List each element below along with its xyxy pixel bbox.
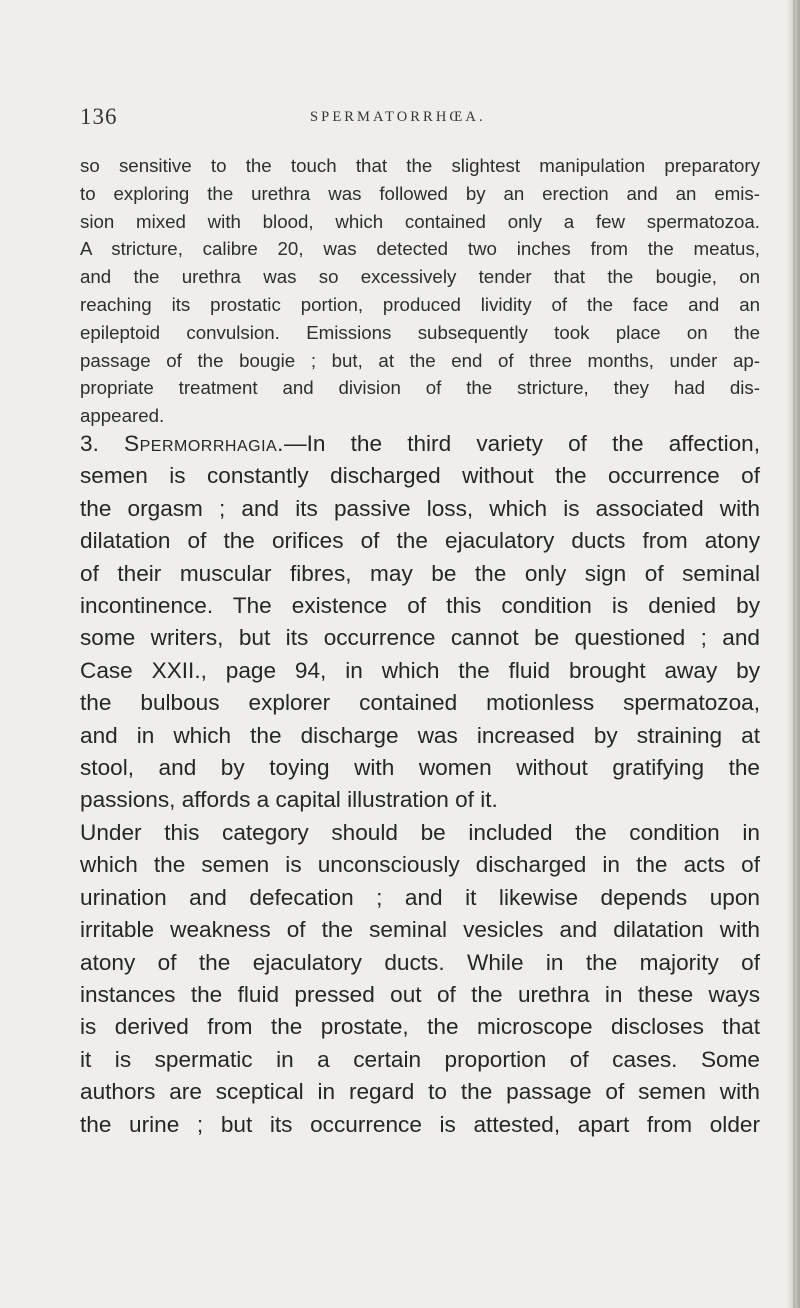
paragraph-continuation [80,152,760,430]
text-line: it is spermatic in a certain proportion of cases. Some [80,1046,760,1072]
text-line: incontinence. The existence of this condition is denied by [80,593,760,619]
text-line: some writers, but its occurrence cannot be questioned ; and [80,625,760,651]
text-line: of their muscular fibres, may be the only sign of seminal [80,560,760,586]
text-line: so sensitive to the touch that the slightest manipulation preparatory [80,155,760,176]
text-line: instances the fluid pressed out of the urethra in these ways [80,981,760,1007]
text-line: the orgasm ; and its passive loss, which is associated with [80,495,760,521]
text-line: stool, and by toying with women without gratifying the [80,755,760,781]
text-line: and the urethra was so excessively tender that the bougie, on [80,266,760,288]
text-line: authors are sceptical in regard to the passage of semen with [80,1079,760,1105]
text-line: which the semen is unconsciously discharged in the acts of [80,852,760,878]
text-line: A stricture, calibre 20, was detected two inches from the meatus, [80,238,760,260]
text-line: epileptoid convulsion. Emissions subsequently took place on the [80,321,760,343]
text-line: to exploring the urethra was followed by an erection and an emis- [80,182,760,204]
text-line: reaching its prostatic portion, produced lividity of the face and an [80,293,760,315]
text-line: atony of the ejaculatory ducts. While in the majority of [80,949,760,975]
text-line: urination and defecation ; and it likewise depends upon [80,884,760,910]
section-spermorrhagia [80,428,760,1141]
text-line: propriate treatment and division of the stricture, they had dis- [80,377,760,399]
page-number: 136 [80,104,118,129]
text-line: appeared. [80,405,165,427]
page-edge-line [793,0,795,1308]
text-line: passions, affords a capital illustration of it. [80,787,498,813]
text-line: irritable weakness of the seminal vesicles and dilatation with [80,917,760,943]
text-line: is derived from the prostate, the microscope discloses that [80,1014,760,1040]
text-line: the bulbous explorer contained motionless spermatozoa, [80,690,760,716]
running-head [80,104,760,134]
text-line-fragment: —In the third variety of the affection, [283,431,760,456]
text-line: passage of the bougie ; but, at the end of three months, under ap- [80,349,760,371]
section-first-line [80,428,760,460]
section-heading: Spermorrhagia. [124,431,284,456]
text-line: Under this category should be included the condition in [80,819,760,845]
text-line: semen is constantly discharged without the occurrence of [80,463,760,489]
running-title: SPERMATORRHŒA. [310,109,486,125]
text-line: Case XXII., page 94, in which the fluid brought away by [80,657,760,683]
text-line: dilatation of the orifices of the ejaculatory ducts from atony [80,528,760,554]
text-line: the urine ; but its occurrence is attested, apart from older [80,1111,760,1137]
text-line: and in which the discharge was increased by straining at [80,722,760,748]
text-line: sion mixed with blood, which contained only a few spermatozoa. [80,210,760,232]
section-number: 3. [80,431,99,456]
